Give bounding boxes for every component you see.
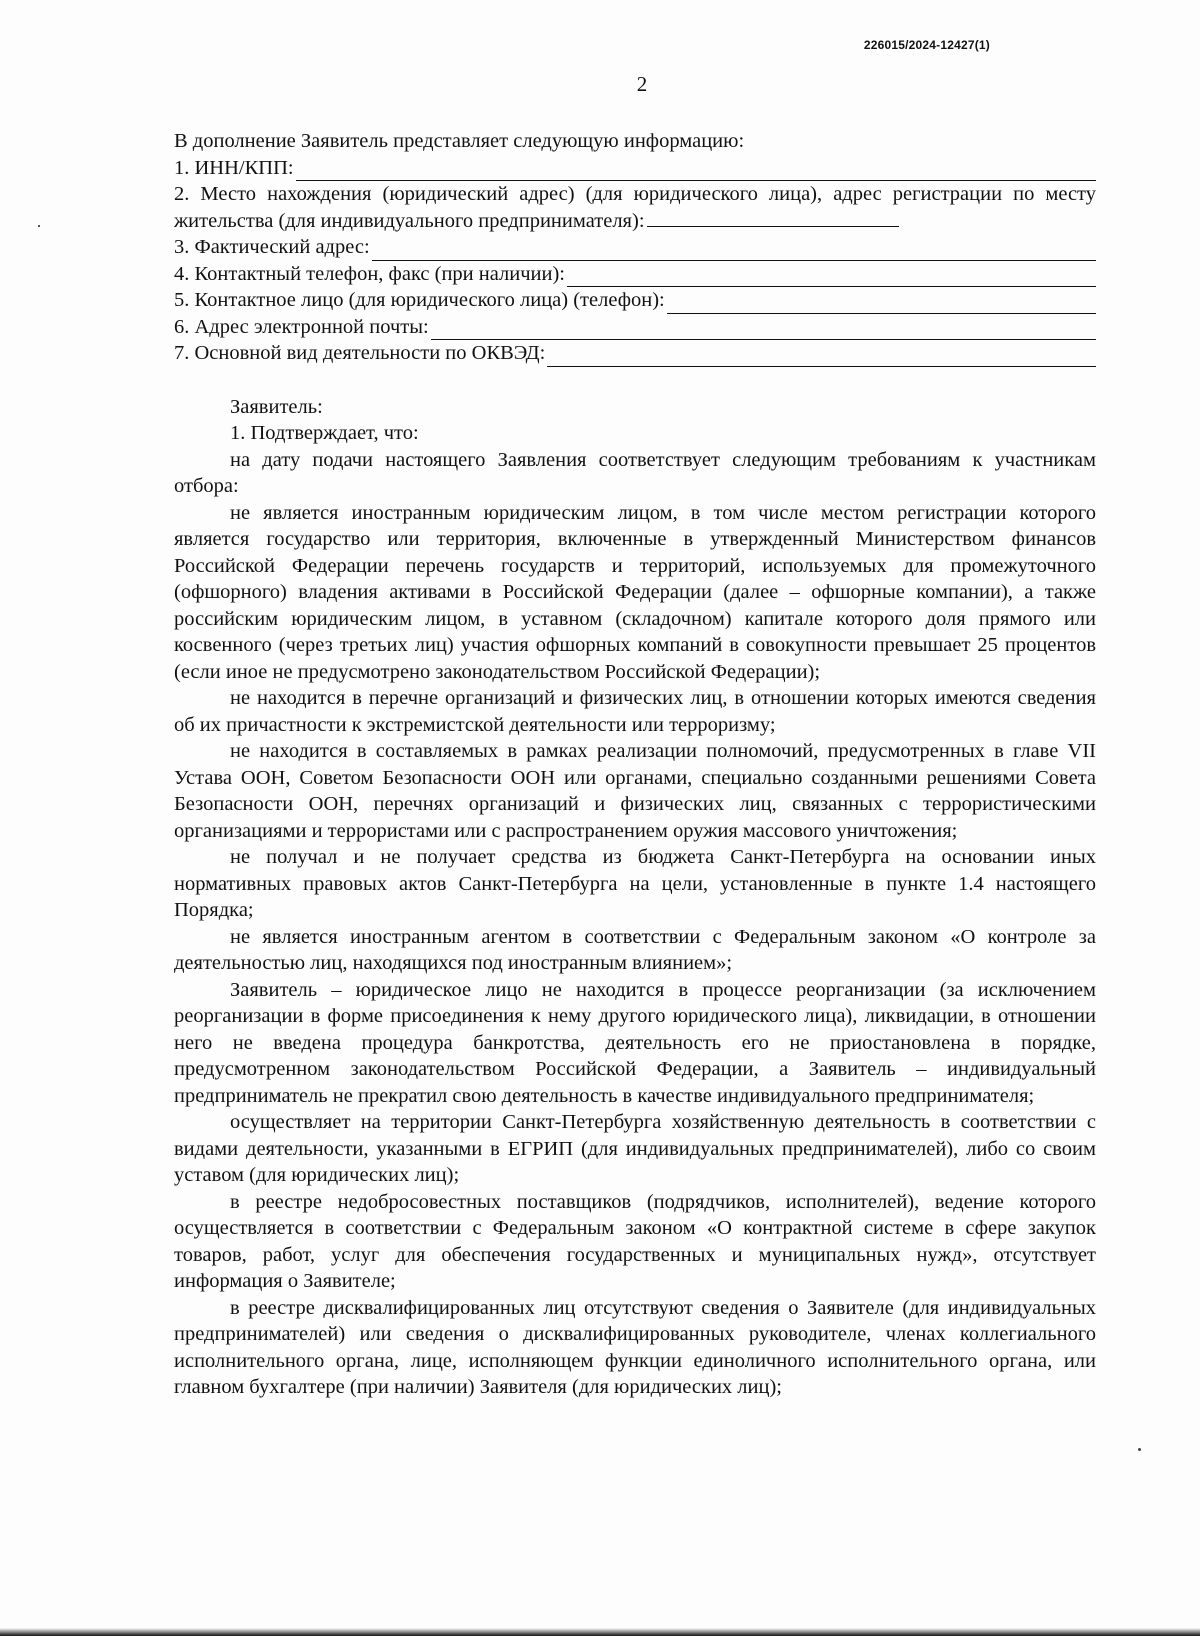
- fill-line[interactable]: [647, 208, 899, 227]
- paragraph-unfair-suppliers: в реестре недобросовестных поставщиков (подрядчиков, исполнителей), ведение которого осуществляется в соответствии с Федеральным законом «О контрактной системе в сфере закупок товаров, работ, услуг для обеспечения государственных и муниципальных нужд», отсутствует информация о Заявителе;: [174, 1190, 1096, 1292]
- field-legal-address: [174, 181, 1096, 234]
- field-label: 7. Основной вид деятельности по ОКВЭД:: [174, 342, 546, 364]
- fill-line[interactable]: [667, 293, 1096, 314]
- field-inn-kpp: [174, 155, 1096, 182]
- paragraph-offshore: не является иностранным юридическим лицом, в том числе местом регистрации которого является государство или территория, включенные в утвержденный Министерством финансов Российской Федерации перечень государств и территорий, используемых для промежуточного (офшорного) владения активами в Российской Федерации (далее – офшорные компании), а также российским юридическим лицом, в уставном (складочном) капитале которого доля прямого или косвенного (через третьих лиц) участия офшорных компаний в совокупности превышает 25 процентов (если иное не предусмотрено законодательством Российской Федерации);: [174, 501, 1096, 683]
- field-label: 6. Адрес электронной почты:: [174, 315, 429, 338]
- applicant-heading: Заявитель:: [230, 395, 323, 418]
- fill-line[interactable]: [431, 319, 1096, 340]
- paragraph-disqualified: в реестре дисквалифицированных лиц отсутствуют сведения о Заявителе (для индивидуальных предпринимателей) или сведения о дисквалифицированных руководителе, членах коллегиального исполнительного органа, лице, исполняющем функции единоличного исполнительного органа, или главном бухгалтере (при наличии) Заявителя (для юридических лиц);: [174, 1296, 1096, 1398]
- paragraph-requirements: на дату подачи настоящего Заявления соответствует следующим требованиям к участникам отбора:: [174, 448, 1096, 497]
- fill-line[interactable]: [567, 266, 1096, 287]
- intro-text: В дополнение Заявитель представляет следующую информацию:: [174, 130, 745, 152]
- paragraph-activity: осуществляет на территории Санкт-Петербурга хозяйственную деятельность в соответствии с видами деятельности, указанными в ЕГРИП (для индивидуальных предпринимателей), либо со своим уставом (для юридических лиц);: [174, 1111, 1096, 1186]
- field-label: 4. Контактный телефон, факс (при наличии):: [174, 262, 565, 285]
- field-label: 3. Фактический адрес:: [174, 236, 370, 258]
- document-body: [174, 128, 1096, 1401]
- scan-edge: [0, 1628, 1200, 1636]
- document-id: 226015/2024-12427(1): [863, 38, 990, 52]
- confirm-heading: 1. Подтверждает, что:: [230, 422, 419, 444]
- paragraph-extremism: не находится в перечне организаций и физических лиц, в отношении которых имеются сведения об их причастности к экстремистской деятельности или терроризму;: [174, 687, 1096, 736]
- fill-line[interactable]: [296, 160, 1096, 181]
- field-okved: [174, 340, 1096, 367]
- page-number: 2: [636, 72, 648, 96]
- field-email: [174, 314, 1096, 341]
- scan-speck: [38, 225, 40, 227]
- fill-line[interactable]: [547, 346, 1096, 367]
- paragraph-reorganization: Заявитель – юридическое лицо не находится в процессе реорганизации (за исключением реорганизации в форме присоединения к нему другого юридического лица), ликвидации, в отношении него не введена процедура банкротства, деятельность его не приостановлена в порядке, предусмотренном законодательством Российской Федерации, а Заявитель – индивидуальный предприниматель не прекратил свою деятельность в качестве индивидуального предпринимателя;: [174, 978, 1096, 1107]
- field-contact-person: [174, 287, 1096, 314]
- field-label: 1. ИНН/КПП:: [174, 156, 294, 179]
- paragraph-budget: не получал и не получает средства из бюджета Санкт-Петербурга на основании иных нормативных правовых актов Санкт-Петербурга на цели, установленные в пункте 1.4 настоящего Порядка;: [174, 846, 1096, 921]
- fill-line[interactable]: [372, 240, 1096, 261]
- field-label: 5. Контактное лицо (для юридического лица) (телефон):: [174, 289, 665, 311]
- paragraph-foreign-agent: не является иностранным агентом в соответствии с Федеральным законом «О контроле за деятельностью лиц, находящихся под иностранным влиянием»;: [174, 925, 1096, 974]
- scan-speck: [1138, 1448, 1141, 1451]
- paragraph-un-lists: не находится в составляемых в рамках реализации полномочий, предусмотренных в главе VII Устава ООН, Советом Безопасности ООН или органами, специально созданными решениями Совета Безопасности ООН, перечнях организаций и физических лиц, связанных с террористическими организациями и террористами или с распространением оружия массового уничтожения;: [174, 740, 1096, 842]
- field-phone-fax: [174, 261, 1096, 288]
- field-label: 2. Место нахождения (юридический адрес) (для юридического лица), адрес регистрации по месту жительства (для индивидуального предпринимателя):: [174, 183, 1096, 232]
- field-actual-address: [174, 234, 1096, 261]
